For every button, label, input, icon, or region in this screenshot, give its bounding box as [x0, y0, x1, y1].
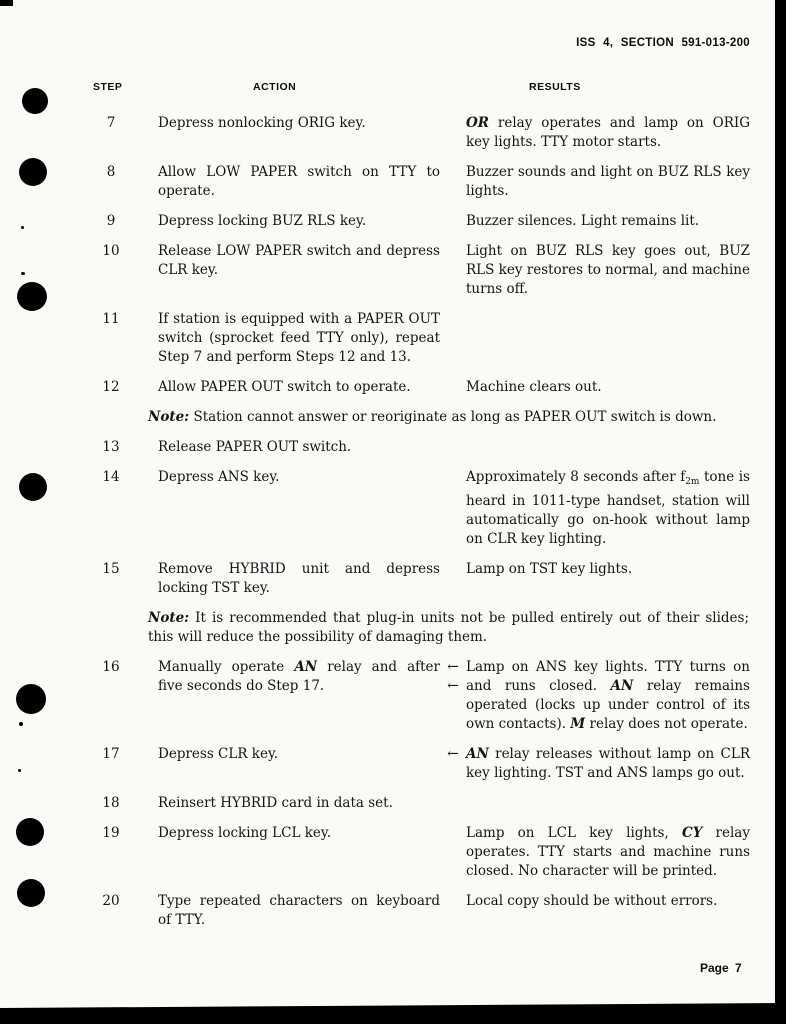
step-results: OR relay operates and lamp on ORIG key lights. TTY motor starts. [466, 115, 750, 150]
step-number: 18 [102, 795, 120, 811]
step-results: Approximately 8 seconds after $f_{2m}$ tone is heard in 1011-type handset, station will automatically go on-hook without lamp on CLR key lighting. [466, 469, 750, 547]
step-results: AN relay releases without lamp on CLR key lighting. TST and ANS lamps go out. [466, 746, 750, 781]
table-row [0, 892, 752, 930]
table-row [0, 560, 752, 598]
change-arrow-marks [440, 892, 466, 930]
left-arrow-icon: ← [447, 678, 459, 694]
step-action: Depress CLR key. [158, 746, 279, 762]
step-number: 17 [102, 746, 120, 762]
change-arrow-marks [440, 658, 466, 734]
step-number: 10 [102, 243, 120, 259]
column-header-action: ACTION [253, 81, 297, 93]
table-row [0, 468, 752, 549]
step-number: 11 [102, 311, 120, 327]
step-number: 14 [102, 469, 120, 485]
step-action: Depress nonlocking ORIG key. [158, 115, 366, 131]
step-number: 19 [102, 825, 120, 841]
step-action: Depress locking BUZ RLS key. [158, 213, 367, 229]
change-arrow-marks [440, 438, 466, 457]
step-number: 13 [102, 439, 120, 455]
step-action: If station is equipped with a PAPER OUT switch (sprocket feed TTY only), repeat Step 7 and perform Steps 12 and 13. [158, 311, 440, 365]
step-number: 8 [106, 164, 116, 180]
table-row [0, 114, 752, 152]
step-action: Type repeated characters on keyboard of TTY. [158, 893, 440, 928]
column-header-step: STEP [93, 81, 123, 93]
step-action: Release PAPER OUT switch. [158, 439, 352, 455]
table-row [0, 310, 752, 367]
document-reference: ISS 4, SECTION 591-013-200 [576, 37, 750, 49]
step-results: Machine clears out. [466, 379, 602, 395]
change-arrow-marks [440, 794, 466, 813]
step-action: Release LOW PAPER switch and depress CLR key. [158, 243, 440, 278]
step-number: 16 [102, 659, 120, 675]
table-row [0, 212, 752, 231]
change-arrow-marks [440, 468, 466, 549]
step-action: Depress ANS key. [158, 469, 280, 485]
step-number: 9 [106, 213, 116, 229]
table-row [0, 658, 752, 734]
change-arrow-marks [440, 242, 466, 299]
change-arrow-marks [440, 212, 466, 231]
table-row [0, 163, 752, 201]
note-row: Note: Station cannot answer or reoriginate as long as PAPER OUT switch is down. [148, 409, 717, 425]
step-results: Lamp on ANS key lights. TTY turns on and runs closed. AN relay remains operated (locks up under control of its own contacts). M relay does not operate. [466, 659, 750, 732]
left-arrow-icon: ← [447, 746, 459, 762]
step-action: Depress locking LCL key. [158, 825, 332, 841]
step-number: 12 [102, 379, 120, 395]
left-arrow-icon: ← [447, 659, 459, 675]
table-row [0, 824, 752, 881]
note-row: Note: It is recommended that plug-in units not be pulled entirely out of their slides; this will reduce the possibility of damaging them. [148, 610, 749, 645]
change-arrow-marks [440, 560, 466, 598]
table-row [0, 242, 752, 299]
step-action: Allow LOW PAPER switch on TTY to operate. [158, 164, 440, 199]
step-results [466, 310, 750, 367]
step-results: Lamp on LCL key lights, CY relay operates. TTY starts and machine runs closed. No character will be printed. [466, 825, 750, 879]
change-arrow-marks [440, 310, 466, 367]
scan-edge-right [775, 0, 786, 1024]
step-number: 15 [102, 561, 120, 577]
step-action: Allow PAPER OUT switch to operate. [158, 379, 411, 395]
step-action: Manually operate AN relay and after five seconds do Step 17. [158, 659, 440, 694]
step-results [466, 438, 750, 457]
change-arrow-marks [440, 745, 466, 783]
scan-edge-bottom [0, 1003, 786, 1024]
step-number: 7 [106, 115, 116, 131]
step-number: 20 [102, 893, 120, 909]
step-results [466, 794, 750, 813]
table-row [0, 745, 752, 783]
step-results: Local copy should be without errors. [466, 893, 718, 909]
change-arrow-marks [440, 114, 466, 152]
procedure-table [0, 114, 752, 941]
page-number: Page 7 [700, 961, 742, 975]
step-action: Reinsert HYBRID card in data set. [158, 795, 393, 811]
change-arrow-marks [440, 824, 466, 881]
step-action: Remove HYBRID unit and depress locking TST key. [158, 561, 440, 596]
step-results: Buzzer silences. Light remains lit. [466, 213, 700, 229]
table-column-headers [0, 81, 786, 95]
step-results: Light on BUZ RLS key goes out, BUZ RLS key restores to normal, and machine turns off. [466, 243, 750, 297]
table-row [0, 378, 752, 397]
change-arrow-marks [440, 163, 466, 201]
table-row [0, 794, 752, 813]
scan-corner-mark [0, 0, 13, 6]
step-results: Buzzer sounds and light on BUZ RLS key lights. [466, 164, 750, 199]
step-results: Lamp on TST key lights. [466, 561, 633, 577]
column-header-results: RESULTS [529, 81, 581, 93]
change-arrow-marks [440, 378, 466, 397]
table-row [0, 438, 752, 457]
